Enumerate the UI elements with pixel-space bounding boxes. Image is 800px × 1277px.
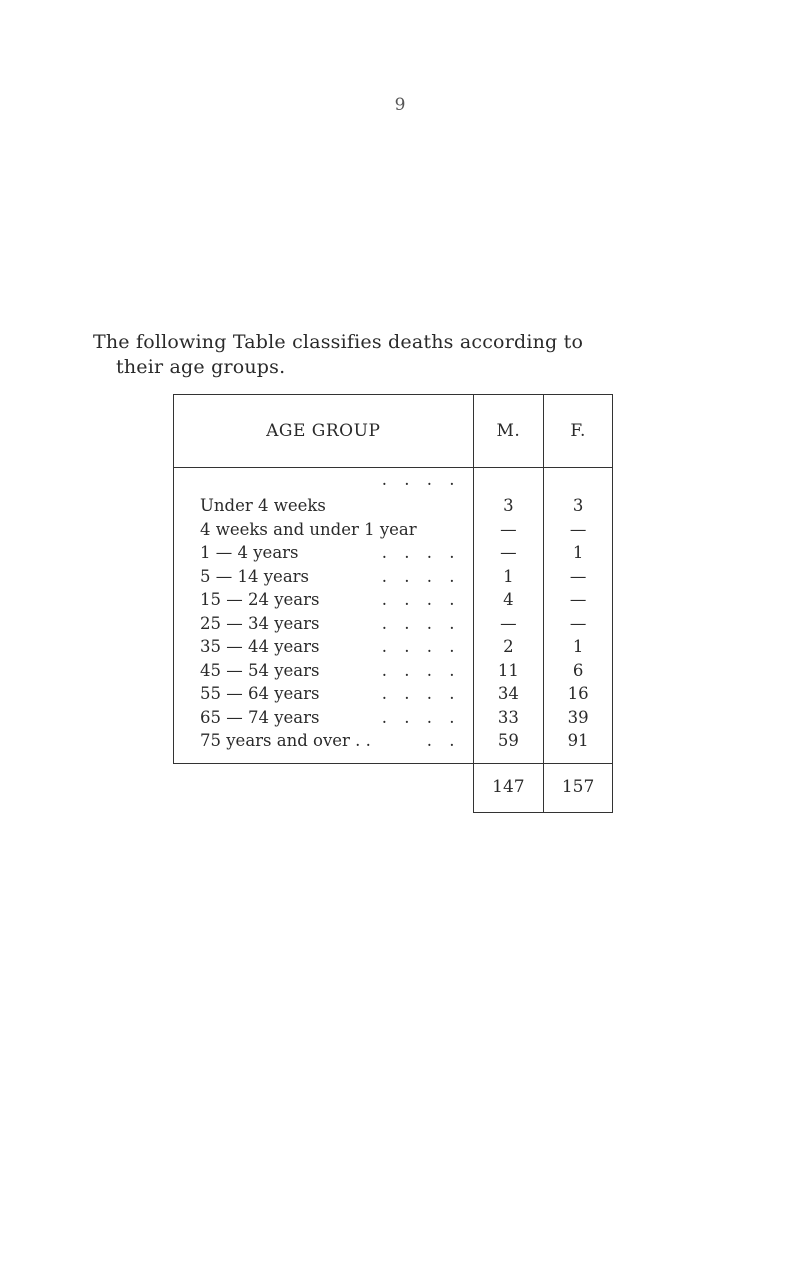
- intro-line-1: The following Table classifies deaths according to: [93, 331, 584, 353]
- age-cell: [174, 635, 474, 659]
- age-label: 25 — 34 years: [200, 613, 320, 633]
- age-cell: [174, 588, 474, 612]
- totals-spacer: [174, 763, 474, 812]
- male-count: 11: [473, 659, 544, 683]
- male-count: —: [473, 541, 544, 565]
- age-cell: [174, 659, 474, 683]
- table-row: [174, 635, 613, 659]
- age-cell: [174, 706, 474, 730]
- dot-leader: . . . .: [381, 470, 461, 489]
- age-label: 35 — 44 years: [200, 637, 320, 656]
- age-cell: [174, 565, 474, 589]
- male-count: 33: [473, 706, 544, 730]
- dot-leader: . . . .: [381, 613, 461, 633]
- table-row: [174, 659, 613, 683]
- age-cell: [174, 541, 474, 565]
- totals-row: [174, 763, 613, 812]
- male-total: 147: [473, 763, 544, 812]
- table-row: [174, 612, 613, 636]
- age-label: 1 — 4 years: [200, 543, 299, 562]
- female-total: 157: [544, 763, 613, 812]
- male-count: 59: [473, 729, 544, 763]
- table-row: [174, 706, 613, 730]
- deaths-by-age-table: [173, 394, 613, 813]
- female-count: 91: [544, 729, 613, 763]
- dot-leader: . . . .: [381, 566, 461, 586]
- age-cell: [174, 468, 474, 518]
- age-label: 75 years and over . .: [200, 731, 371, 750]
- dot-leader: . .: [426, 731, 461, 750]
- male-count: 34: [473, 682, 544, 706]
- table-row: [174, 518, 613, 542]
- header-male: M.: [473, 395, 544, 468]
- table-row: [174, 541, 613, 565]
- female-count: —: [544, 588, 613, 612]
- female-count: 3: [544, 468, 613, 518]
- age-label: 5 — 14 years: [200, 566, 310, 586]
- age-cell: [174, 518, 474, 542]
- female-count: 1: [544, 541, 613, 565]
- header-female: F.: [544, 395, 613, 468]
- table-row: [174, 565, 613, 589]
- age-label: 4 weeks and under 1 year: [200, 519, 417, 539]
- dot-leader: . . . .: [381, 684, 461, 703]
- age-label: Under 4 weeks: [200, 496, 326, 515]
- male-count: 2: [473, 635, 544, 659]
- intro-line-2: their age groups.: [116, 356, 286, 378]
- female-count: 16: [544, 682, 613, 706]
- female-count: —: [544, 518, 613, 542]
- intro-paragraph: [93, 330, 653, 380]
- male-count: —: [473, 518, 544, 542]
- female-count: 6: [544, 659, 613, 683]
- male-count: 3: [473, 468, 544, 518]
- dot-leader: . . . .: [381, 590, 461, 609]
- dot-leader: . . . .: [381, 543, 461, 562]
- age-cell: [174, 612, 474, 636]
- dot-leader: . . . .: [381, 707, 461, 727]
- table-row: [174, 588, 613, 612]
- male-count: —: [473, 612, 544, 636]
- age-label: 55 — 64 years: [200, 684, 320, 703]
- table-row: [174, 468, 613, 518]
- table-row: [174, 682, 613, 706]
- dot-leader: . . . .: [381, 637, 461, 656]
- male-count: 1: [473, 565, 544, 589]
- page-number: 9: [394, 95, 406, 115]
- header-age-group: AGE GROUP: [174, 395, 474, 468]
- female-count: 1: [544, 635, 613, 659]
- age-cell: [174, 729, 474, 763]
- female-count: —: [544, 565, 613, 589]
- age-label: 45 — 54 years: [200, 660, 320, 680]
- age-cell: [174, 682, 474, 706]
- age-label: 15 — 24 years: [200, 590, 320, 609]
- dot-leader: . . . .: [381, 660, 461, 680]
- table-row: [174, 729, 613, 763]
- age-label: 65 — 74 years: [200, 707, 320, 727]
- table-header-row: [174, 395, 613, 468]
- male-count: 4: [473, 588, 544, 612]
- female-count: —: [544, 612, 613, 636]
- female-count: 39: [544, 706, 613, 730]
